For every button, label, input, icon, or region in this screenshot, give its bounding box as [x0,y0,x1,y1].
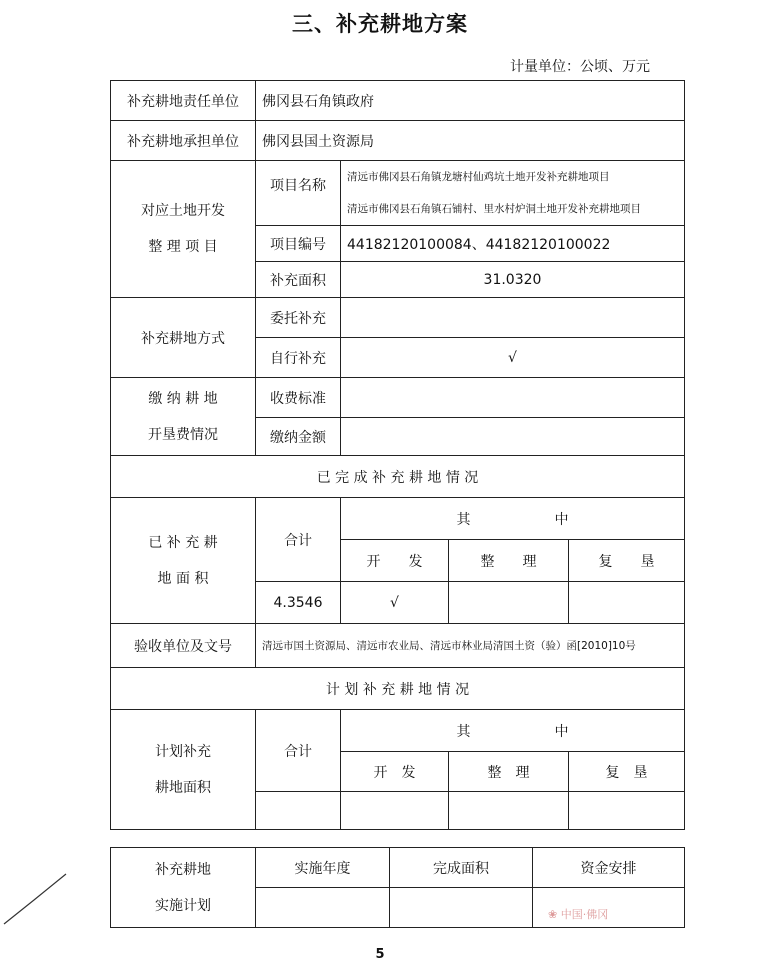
row-done-among [111,498,685,540]
done-reclaim-label: 复 垦 [569,540,685,582]
plan-label-line2: 耕地面积 [155,779,211,796]
supplement-farmland-table [110,80,685,830]
row-responsible-unit [111,81,685,121]
entrust-label: 委托补充 [256,298,341,338]
plan-total-label: 合计 [256,710,341,792]
done-total-value: 4.3546 [256,582,341,624]
project-group-label [111,161,256,298]
done-develop-value: √ [341,582,449,624]
plan-develop-label: 开 发 [341,752,449,792]
row-undertaking-unit [111,121,685,161]
impl-fund-label: 资金安排 [533,848,685,888]
responsible-unit-value: 佛冈县石角镇政府 [256,81,685,121]
plan-total-value [256,792,341,830]
self-label: 自行补充 [256,338,341,378]
done-label-line2: 地 面 积 [157,570,209,587]
impl-year-label: 实施年度 [256,848,390,888]
undertaking-unit-value: 佛冈县国土资源局 [256,121,685,161]
stamp-text: 中国·佛冈 [560,908,609,921]
stamp-icon: ❀ [548,908,558,921]
responsible-unit-label: 补充耕地责任单位 [111,81,256,121]
supplement-area-label: 补充面积 [256,262,341,298]
row-plan-among [111,710,685,752]
done-area-label [111,498,256,624]
plan-label-line1: 计划补充 [155,743,211,760]
done-among-label: 其 中 [341,498,685,540]
done-arrange-label: 整 理 [449,540,569,582]
done-reclaim-value [569,582,685,624]
entrust-value [341,298,685,338]
page-title: 三、补充耕地方案 [292,12,468,36]
acceptance-label: 验收单位及文号 [111,624,256,668]
plan-develop-value [341,792,449,830]
done-section-header: 已 完 成 补 充 耕 地 情 况 [111,456,685,498]
row-entrust [111,298,685,338]
impl-area-value [390,888,533,928]
supplement-area-value: 31.0320 [341,262,685,298]
plan-reclaim-label: 复 垦 [569,752,685,792]
measurement-unit: 计量单位：公顷、万元 [510,59,650,75]
row-acceptance [111,624,685,668]
project-name-values [341,161,685,226]
impl-area-label: 完成面积 [390,848,533,888]
project-name-label: 项目名称 [256,161,341,226]
plan-area-label [111,710,256,830]
plan-arrange-label: 整 理 [449,752,569,792]
impl-line2: 实施计划 [155,897,211,914]
plan-arrange-value [449,792,569,830]
plan-section-header: 计 划 补 充 耕 地 情 况 [111,668,685,710]
page-number: 5 [375,947,385,962]
project-number-label: 项目编号 [256,226,341,262]
plan-among-label: 其 中 [341,710,685,752]
done-arrange-value [449,582,569,624]
fee-amount-label: 缴纳金额 [256,418,341,456]
fee-standard-label: 收费标准 [256,378,341,418]
done-label-line1: 已 补 充 耕 [148,534,218,551]
undertaking-unit-label: 补充耕地承担单位 [111,121,256,161]
project-group-line2: 整 理 项 目 [148,239,218,255]
done-develop-label: 开 发 [341,540,449,582]
impl-line1: 补充耕地 [155,861,211,878]
fee-amount-value [341,418,685,456]
impl-label [111,848,256,928]
plan-reclaim-value [569,792,685,830]
watermark-stamp [548,906,608,922]
row-impl-headers [111,848,685,888]
project-name-1: 清远市佛冈县石角镇龙塘村仙鸡坑土地开发补充耕地项目 [347,171,610,183]
signature-mark [0,870,90,930]
method-label: 补充耕地方式 [111,298,256,378]
fee-standard-value [341,378,685,418]
row-plan-header [111,668,685,710]
self-value: √ [341,338,685,378]
impl-year-value [256,888,390,928]
fee-line1: 缴 纳 耕 地 [148,390,218,407]
row-fee-standard [111,378,685,418]
project-group-line1: 对应土地开发 [141,203,225,219]
acceptance-value: 清远市国土资源局、清远市农业局、清远市林业局清国土资（验）函[2010]10号 [256,624,685,668]
project-number-value: 44182120100084、44182120100022 [341,226,685,262]
fee-line2: 开垦费情况 [148,426,218,443]
project-name-2: 清远市佛冈县石角镇石铺村、里水村炉洞土地开发补充耕地项目 [347,203,641,215]
fee-label [111,378,256,456]
row-done-header [111,456,685,498]
done-total-label: 合计 [256,498,341,582]
row-project-name [111,161,685,226]
